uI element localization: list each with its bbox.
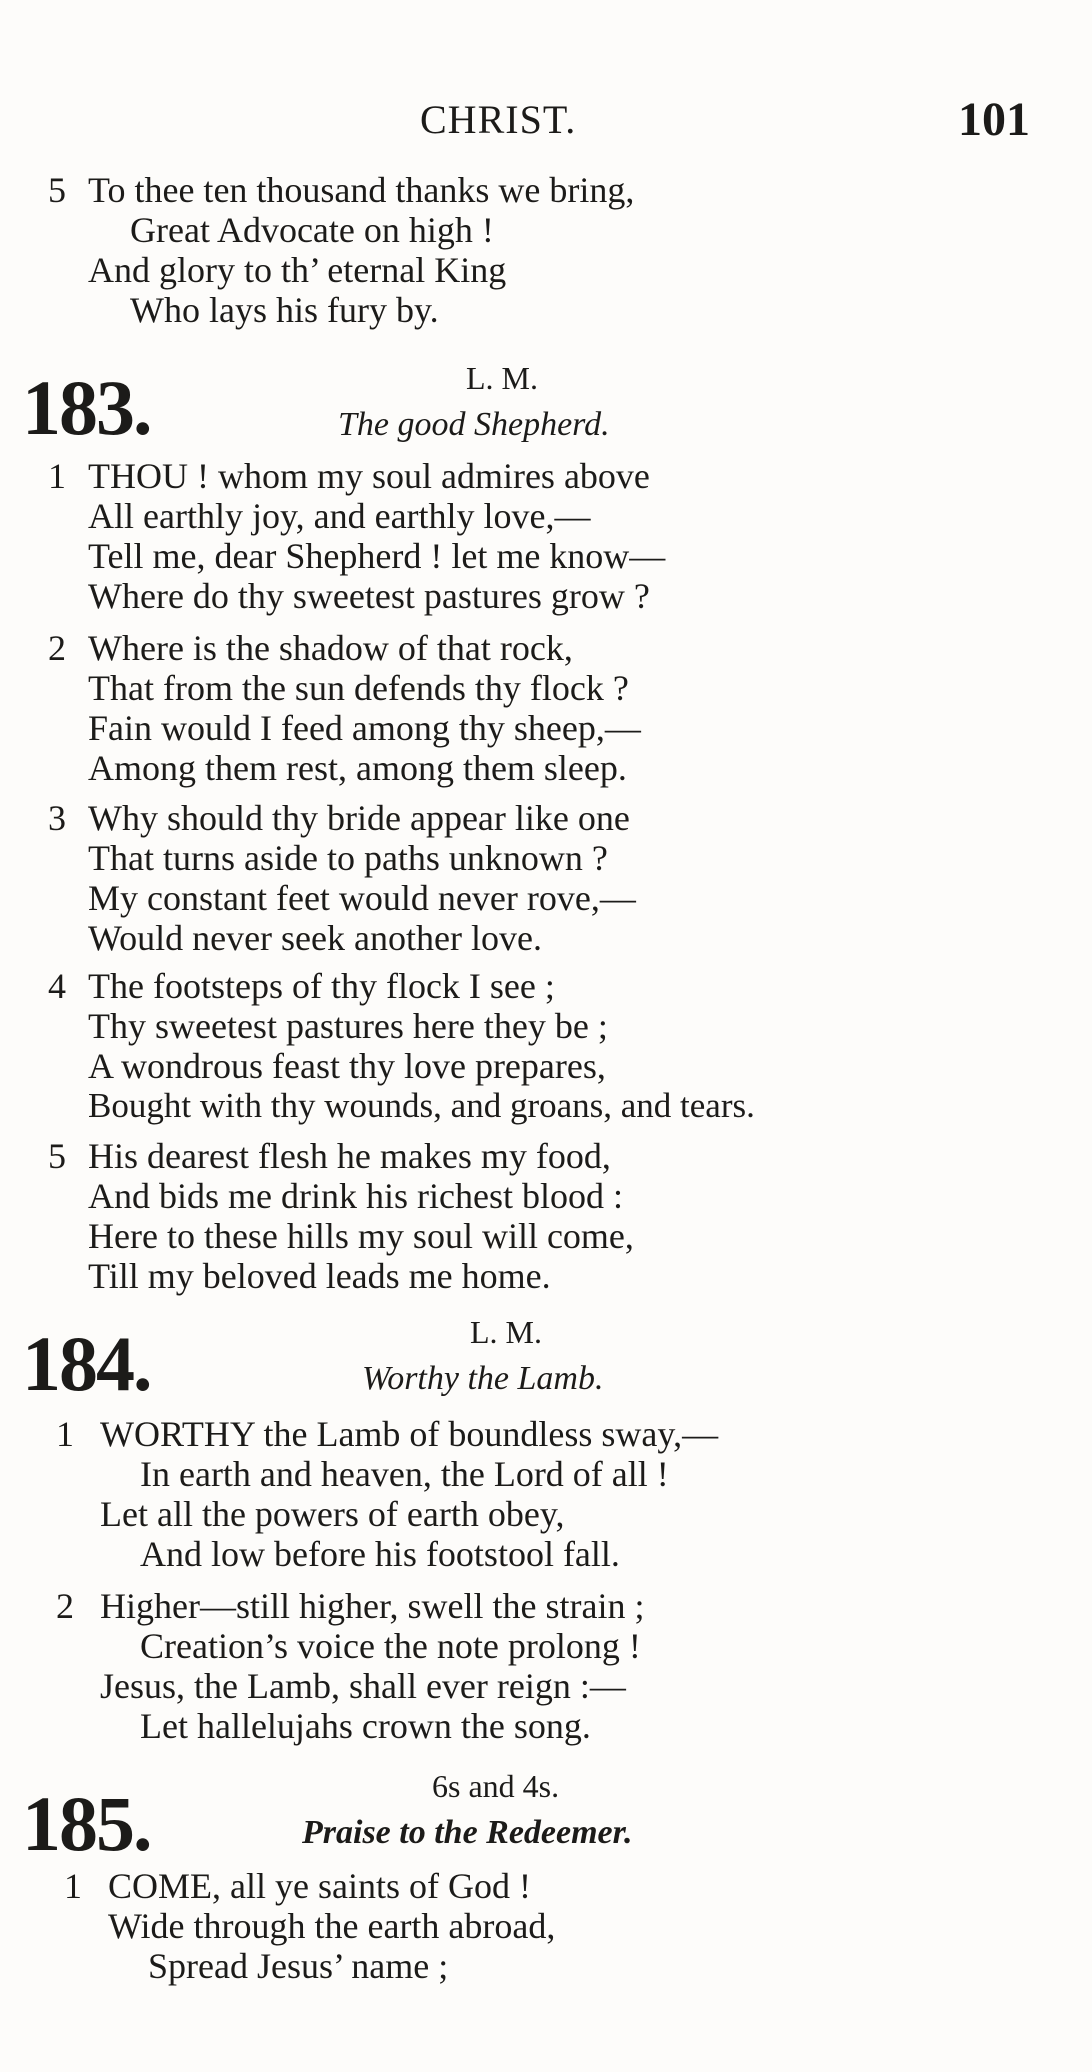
stanza-number: 2	[48, 628, 66, 668]
hymn-number: 184.	[22, 1320, 151, 1407]
verse-line: WORTHY the Lamb of boundless sway,—	[100, 1414, 719, 1454]
verse-line: Till my beloved leads me home.	[88, 1256, 551, 1296]
verse-line: His dearest flesh he makes my food,	[88, 1136, 611, 1176]
verse-line: The footsteps of thy flock I see ;	[88, 966, 555, 1006]
verse-line: That turns aside to paths unknown ?	[88, 838, 608, 878]
hymn-meter: L. M.	[470, 1314, 542, 1350]
verse-line: Who lays his fury by.	[130, 290, 439, 330]
verse-line: All earthly joy, and earthly love,—	[88, 496, 591, 536]
verse-line: Fain would I feed among thy sheep,—	[88, 708, 641, 748]
page-number: 101	[958, 93, 1030, 146]
stanza-number: 2	[56, 1586, 74, 1626]
verse-line: Among them rest, among them sleep.	[88, 748, 627, 788]
verse-line: Bought with thy wounds, and groans, and tears.	[88, 1086, 755, 1125]
verse-line: Where is the shadow of that rock,	[88, 628, 573, 668]
hymn-title: Praise to the Redeemer.	[302, 1814, 633, 1851]
stanza-number: 1	[56, 1414, 74, 1454]
verse-line: THOU ! whom my soul admires above	[88, 456, 650, 496]
verse-line: Tell me, dear Shepherd ! let me know—	[88, 536, 666, 576]
verse-line: Great Advocate on high !	[130, 210, 494, 250]
hymn-number: 185.	[22, 1780, 151, 1867]
stanza-number: 1	[48, 456, 66, 496]
verse-line: That from the sun defends thy flock ?	[88, 668, 629, 708]
verse-line: Let all the powers of earth obey,	[100, 1494, 565, 1534]
verse-line: Higher—still higher, swell the strain ;	[100, 1586, 645, 1626]
verse-line: My constant feet would never rove,—	[88, 878, 636, 918]
verse-line: Where do thy sweetest pastures grow ?	[88, 576, 650, 616]
verse-line: Why should thy bride appear like one	[88, 798, 630, 838]
stanza-number: 5	[48, 170, 66, 210]
running-header: CHRIST.	[420, 97, 577, 142]
verse-line: Thy sweetest pastures here they be ;	[88, 1006, 608, 1046]
verse-line: Jesus, the Lamb, shall ever reign :—	[100, 1666, 626, 1706]
verse-line: Let hallelujahs crown the song.	[140, 1706, 591, 1746]
hymn-number: 183.	[22, 364, 151, 451]
stanza-number: 3	[48, 798, 66, 838]
hymn-title: Worthy the Lamb.	[362, 1360, 604, 1397]
hymn-title: The good Shepherd.	[338, 406, 610, 443]
verse-line: Would never seek another love.	[88, 918, 542, 958]
verse-line: Here to these hills my soul will come,	[88, 1216, 634, 1256]
verse-line: In earth and heaven, the Lord of all !	[140, 1454, 669, 1494]
hymn-meter: 6s and 4s.	[432, 1768, 560, 1804]
verse-line: Creation’s voice the note prolong !	[140, 1626, 641, 1666]
verse-line: And glory to th’ eternal King	[88, 250, 507, 290]
verse-line: Spread Jesus’ name ;	[148, 1946, 449, 1986]
verse-line: COME, all ye saints of God !	[108, 1866, 531, 1906]
stanza-number: 5	[48, 1136, 66, 1176]
verse-line: A wondrous feast thy love prepares,	[88, 1046, 606, 1086]
verse-line: To thee ten thousand thanks we bring,	[88, 170, 635, 210]
verse-line: And low before his footstool fall.	[140, 1534, 620, 1574]
stanza-number: 1	[64, 1866, 82, 1906]
hymn-meter: L. M.	[466, 360, 538, 396]
stanza-number: 4	[48, 966, 66, 1006]
verse-line: And bids me drink his richest blood :	[88, 1176, 623, 1216]
verse-line: Wide through the earth abroad,	[108, 1906, 556, 1946]
